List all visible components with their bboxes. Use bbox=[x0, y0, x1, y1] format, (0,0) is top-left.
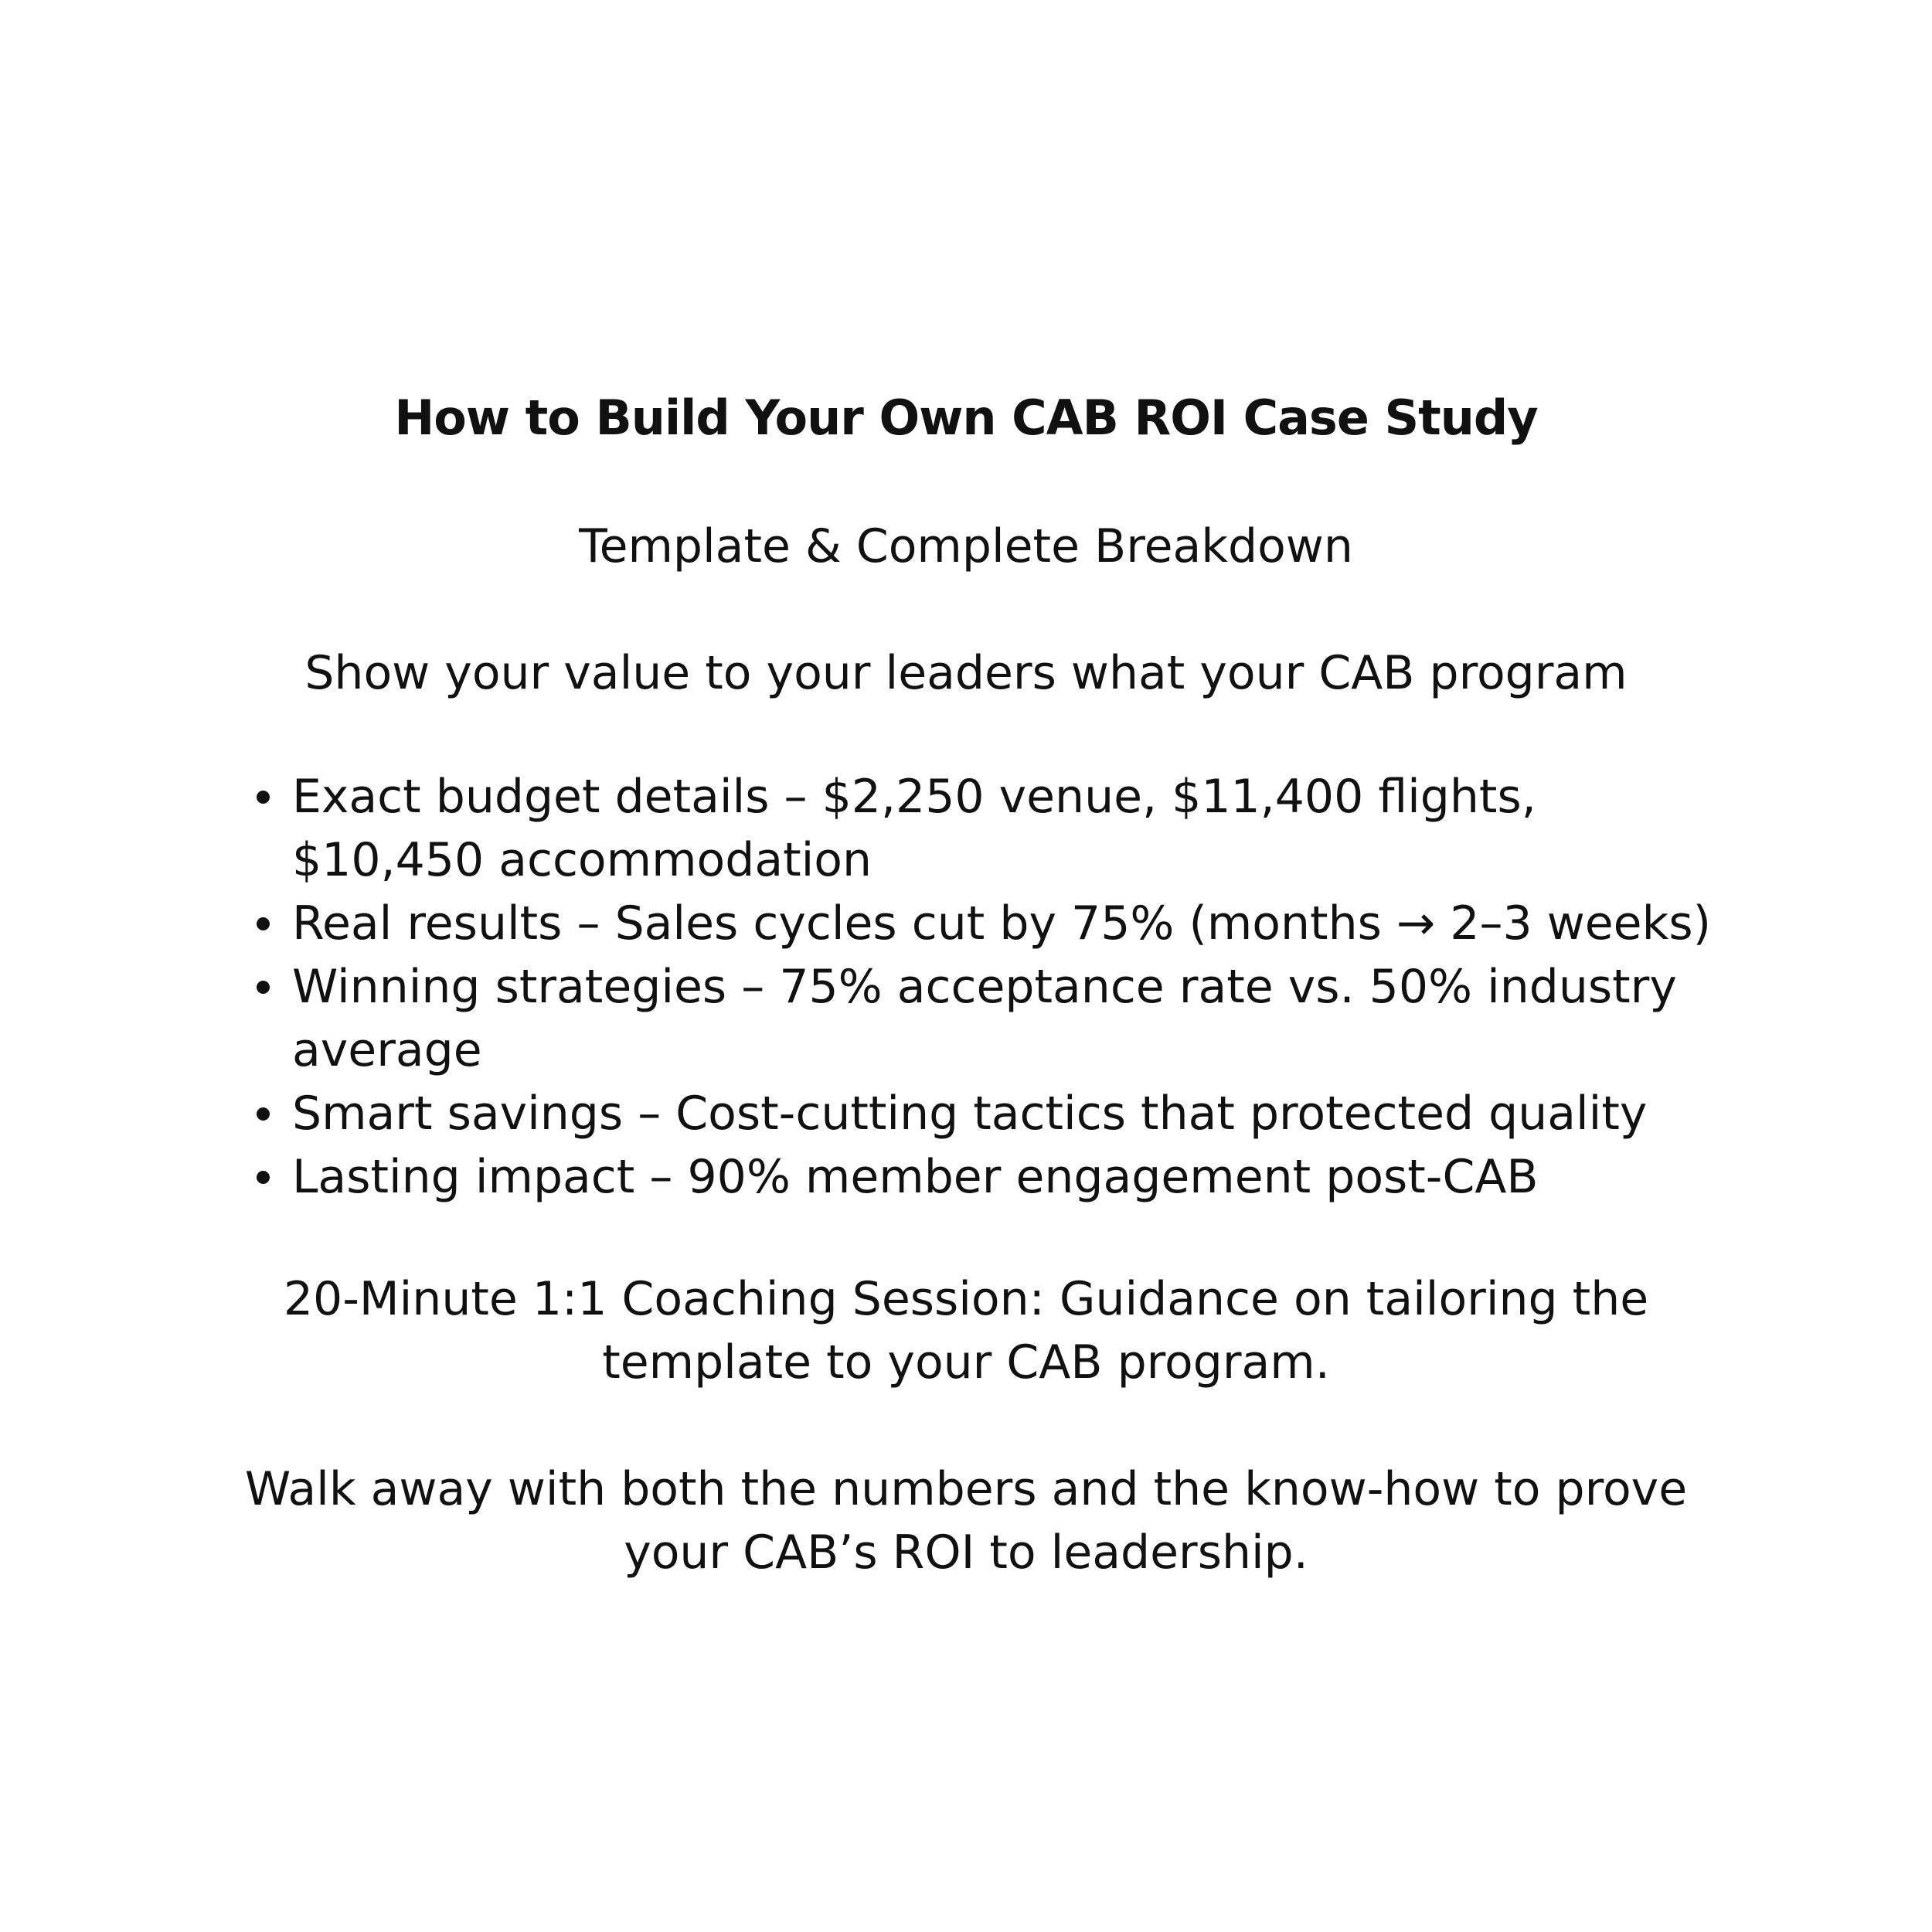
bullet-icon bbox=[257, 981, 270, 994]
bullet-icon bbox=[257, 791, 270, 804]
benefits-list bbox=[292, 765, 1714, 1209]
list-item bbox=[292, 1145, 1714, 1209]
list-item bbox=[292, 892, 1714, 955]
page-title: How to Build Your Own CAB ROI Case Study bbox=[394, 389, 1538, 446]
bullet-icon bbox=[257, 1171, 270, 1184]
list-item bbox=[292, 765, 1714, 892]
coaching-paragraph: 20-Minute 1:1 Coaching Session: Guidance on tailoring the template to your CAB program. bbox=[283, 1272, 1649, 1389]
page-subtitle: Template & Complete Breakdown bbox=[579, 519, 1353, 573]
list-item bbox=[292, 955, 1714, 1082]
list-item-text: Winning strategies – 75% acceptance rate vs. 50% industry average bbox=[292, 960, 1677, 1077]
list-item-text: Smart savings – Cost-cutting tactics that protected quality bbox=[292, 1087, 1648, 1141]
list-item-text: Real results – Sales cycles cut by 75% (months → 2–3 weeks) bbox=[292, 896, 1712, 951]
lead-paragraph: Show your value to your leaders what your CAB program bbox=[304, 646, 1628, 700]
list-item-text: Exact budget details – $2,250 venue, $11,400 flights, $10,450 accommodation bbox=[292, 770, 1536, 887]
bullet-icon bbox=[257, 1107, 270, 1121]
bullet-icon bbox=[257, 917, 270, 930]
closing-paragraph: Walk away with both the numbers and the know-how to prove your CAB’s ROI to leadership. bbox=[244, 1462, 1688, 1580]
list-item-text: Lasting impact – 90% member engagement post-CAB bbox=[292, 1150, 1539, 1204]
list-item bbox=[292, 1082, 1714, 1145]
